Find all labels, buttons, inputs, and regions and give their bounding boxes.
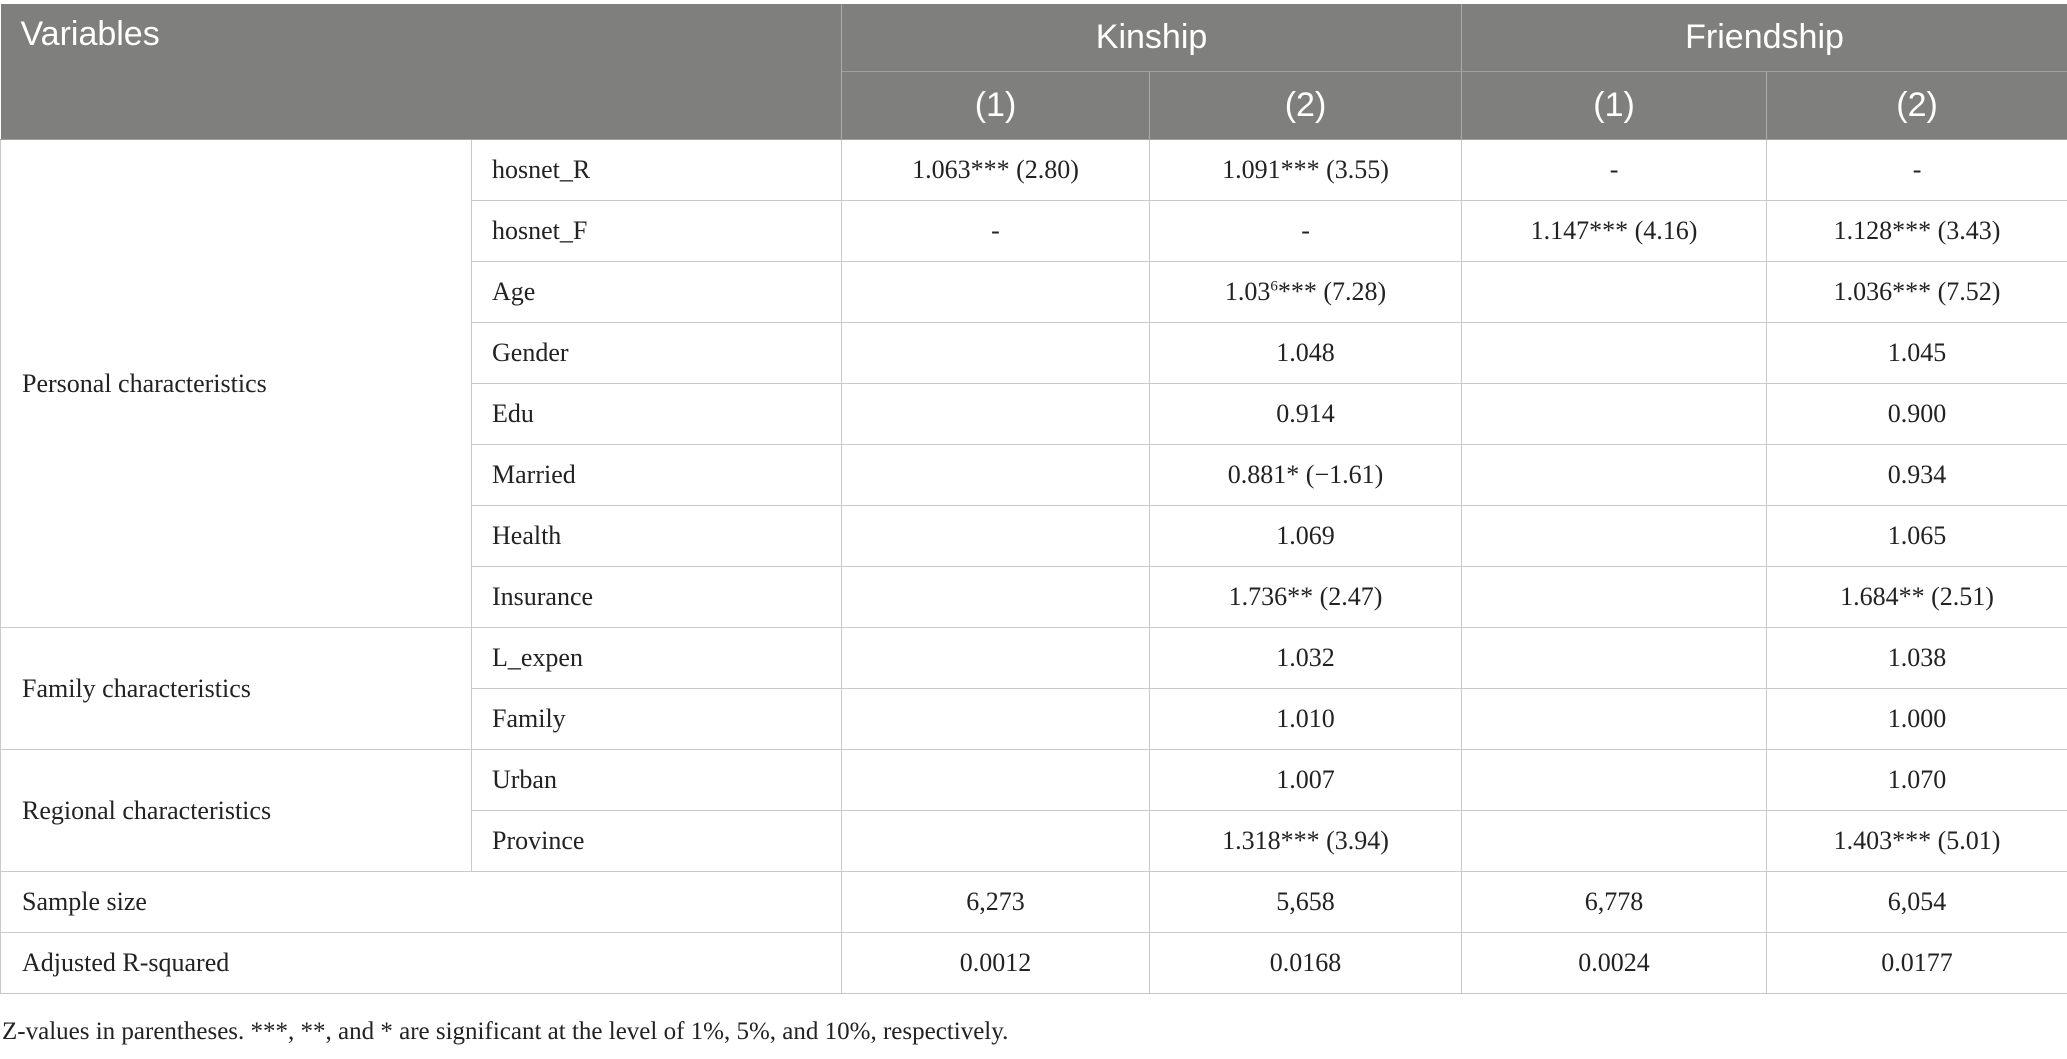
table-cell xyxy=(842,262,1150,323)
table-cell: 1.063*** (2.80) xyxy=(842,140,1150,201)
friendship-col-1-header: (1) xyxy=(1462,72,1767,140)
table-cell: 1.048 xyxy=(1150,323,1462,384)
variable-name: Edu xyxy=(472,384,842,445)
variable-name: Gender xyxy=(472,323,842,384)
superscript: 6 xyxy=(1270,278,1278,295)
table-cell: - xyxy=(1767,140,2067,201)
table-cell xyxy=(842,323,1150,384)
table-cell: 1.091*** (3.55) xyxy=(1150,140,1462,201)
kinship-col-2-header: (2) xyxy=(1150,72,1462,140)
variable-name: hosnet_R xyxy=(472,140,842,201)
table-cell: 1.010 xyxy=(1150,689,1462,750)
group-personal: Personal characteristics xyxy=(1,140,472,628)
table-cell xyxy=(1462,262,1767,323)
cell-text: 1.03 xyxy=(1224,277,1271,306)
table-cell: 1.736** (2.47) xyxy=(1150,567,1462,628)
table-cell: - xyxy=(842,201,1150,262)
variable-name: Province xyxy=(472,811,842,872)
group-family: Family characteristics xyxy=(1,628,472,750)
table-cell xyxy=(1462,750,1767,811)
cell-text: *** (7.28) xyxy=(1277,277,1387,306)
table-cell xyxy=(1462,384,1767,445)
table-cell: 1.318*** (3.94) xyxy=(1150,811,1462,872)
table-cell: 5,658 xyxy=(1150,872,1462,933)
table-footnote: Z-values in parentheses. ***, **, and * are significant at the level of 1%, 5%, and 10%, respectively. xyxy=(2,1018,1009,1045)
table-cell: 1.128*** (3.43) xyxy=(1767,201,2067,262)
table-cell xyxy=(1462,689,1767,750)
table-cell: 6,273 xyxy=(842,872,1150,933)
table-cell: - xyxy=(1150,201,1462,262)
table-cell: 1.684** (2.51) xyxy=(1767,567,2067,628)
table-cell: 6,778 xyxy=(1462,872,1767,933)
table-cell xyxy=(842,628,1150,689)
table-row xyxy=(1,628,2067,689)
table-cell: 0.0024 xyxy=(1462,933,1767,994)
table-cell: 1.069 xyxy=(1150,506,1462,567)
variable-name: Family xyxy=(472,689,842,750)
friendship-col-2-header: (2) xyxy=(1767,72,2067,140)
table-cell: 6,054 xyxy=(1767,872,2067,933)
variable-name: Health xyxy=(472,506,842,567)
table-cell: 1.065 xyxy=(1767,506,2067,567)
table-cell: 1.032 xyxy=(1150,628,1462,689)
table-cell xyxy=(842,750,1150,811)
table-cell: 0.900 xyxy=(1767,384,2067,445)
table-cell: 0.881* (−1.61) xyxy=(1150,445,1462,506)
variable-name: hosnet_F xyxy=(472,201,842,262)
table-cell xyxy=(1462,628,1767,689)
table-row xyxy=(1,872,2067,933)
summary-label: Adjusted R-squared xyxy=(1,933,842,994)
table-row xyxy=(1,140,2067,201)
table-cell xyxy=(1462,811,1767,872)
table-cell: - xyxy=(1462,140,1767,201)
variable-name: Married xyxy=(472,445,842,506)
kinship-col-1-header: (1) xyxy=(842,72,1150,140)
table-row xyxy=(1,933,2067,994)
header-row-1 xyxy=(1,4,2067,72)
variable-name: Age xyxy=(472,262,842,323)
summary-label: Sample size xyxy=(1,872,842,933)
table-cell xyxy=(842,384,1150,445)
variables-header: Variables xyxy=(1,4,842,140)
table-cell: 1.147*** (4.16) xyxy=(1462,201,1767,262)
table-cell: 1.038 xyxy=(1767,628,2067,689)
table-cell xyxy=(842,689,1150,750)
friendship-header: Friendship xyxy=(1462,4,2067,72)
regression-table xyxy=(0,4,2067,994)
table-cell xyxy=(1462,567,1767,628)
table-cell: 0.934 xyxy=(1767,445,2067,506)
table-cell xyxy=(1462,506,1767,567)
table-cell: 0.0168 xyxy=(1150,933,1462,994)
table-cell xyxy=(842,506,1150,567)
variable-name: Insurance xyxy=(472,567,842,628)
table-cell: 0.914 xyxy=(1150,384,1462,445)
table-cell xyxy=(1462,445,1767,506)
kinship-header: Kinship xyxy=(842,4,1462,72)
table-cell: 1.045 xyxy=(1767,323,2067,384)
table-cell xyxy=(842,445,1150,506)
table-cell: 1.000 xyxy=(1767,689,2067,750)
table-cell: 1.403*** (5.01) xyxy=(1767,811,2067,872)
variable-name: Urban xyxy=(472,750,842,811)
table-cell xyxy=(1150,262,1462,323)
table-cell: 0.0012 xyxy=(842,933,1150,994)
table-cell xyxy=(842,567,1150,628)
table-row xyxy=(1,750,2067,811)
table-cell: 0.0177 xyxy=(1767,933,2067,994)
group-regional: Regional characteristics xyxy=(1,750,472,872)
table-cell: 1.036*** (7.52) xyxy=(1767,262,2067,323)
variable-name: L_expen xyxy=(472,628,842,689)
table-cell: 1.070 xyxy=(1767,750,2067,811)
table-cell xyxy=(842,811,1150,872)
table-cell: 1.007 xyxy=(1150,750,1462,811)
table-cell xyxy=(1462,323,1767,384)
